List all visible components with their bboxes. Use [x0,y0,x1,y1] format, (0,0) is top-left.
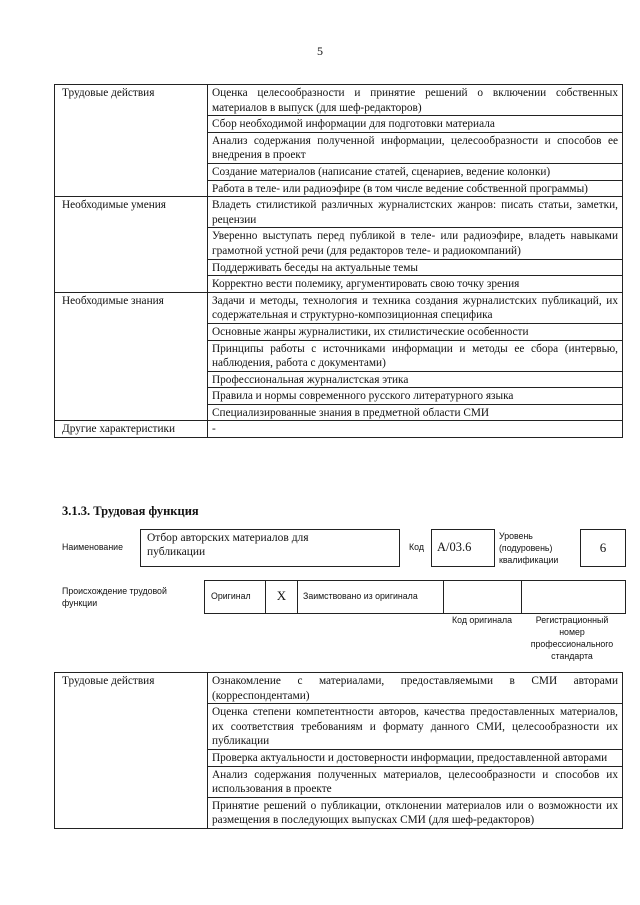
labor-actions-table [54,672,623,829]
table-cell: Корректно вести полемику, аргументировать свою точку зрения [208,276,623,293]
page-number: 5 [317,44,323,58]
table-cell: Поддерживать беседы на актуальные темы [208,259,623,276]
row-label-other-characteristics: Другие характеристики [55,421,208,438]
name-value: Отбор авторских материалов для публикации [147,532,309,558]
borrowed-label: Заимствовано из оригинала [303,591,418,601]
level-value: 6 [599,540,607,555]
code-value: A/03.6 [437,540,472,554]
table-cell: Оценка целесообразности и принятие решений о включении собственных материалов в выпуск (для шеф-редакторов) [208,85,623,116]
table-row [55,85,623,116]
table-cell: Анализ содержания полученных материалов, целесообразности и способов их использования в проекте [208,766,623,797]
table-cell: Уверенно выступать перед публикой в теле- или радиоэфире, владеть навыками грамотной устной речи (для редакторов теле- и радиокомпаний) [208,228,623,259]
table-cell: Сбор необходимой информации для подготовки материала [208,116,623,133]
original-label: Оригинал [211,591,251,601]
table-cell: Задачи и методы, технология и техника создания журналистских публикаций, их содержательная и структурно-композиционная специфика [208,292,623,323]
table-cell: Владеть стилистикой различных журналистских жанров: писать статьи, заметки, рецензии [208,197,623,228]
table-cell: Работа в теле- или радиоэфире (в том числе ведение собственной программы) [208,180,623,197]
table-cell: Ознакомление с материалами, предоставляемыми в СМИ авторами (корреспондентами) [208,673,623,704]
code-label: Код [409,542,424,552]
table-row [55,421,623,438]
table-cell: Принятие решений о публикации, отклонении материалов или о возможности их размещения в последующих выпусках СМИ (для шеф-редакторов) [208,797,623,828]
row-label-labor-actions: Трудовые действия [55,85,208,197]
table-cell: Анализ содержания полученной информации, целесообразности и способов ее внедрения в проект [208,132,623,163]
table-row [55,673,623,704]
table-cell: Основные жанры журналистики, их стилистические особенности [208,323,623,340]
table-cell: Профессиональная журналистская этика [208,371,623,388]
table-cell: Создание материалов (написание статей, сценариев, ведение колонки) [208,163,623,180]
name-value-box [140,529,400,567]
row-label-required-skills: Необходимые умения [55,197,208,293]
table-cell: Оценка степени компетентности авторов, качества предоставленных материалов, их соответствия требованиям и формату данного СМИ, целесообразности их публикации [208,704,623,750]
section-title: 3.1.3. Трудовая функция [62,504,199,518]
code-value-box [431,529,495,567]
table-cell: - [208,421,623,438]
table-row [55,292,623,323]
row-label-labor-actions: Трудовые действия [55,673,208,829]
code-original-label: Код оригинала [452,615,512,625]
origin-box [204,580,626,614]
level-value-box [580,529,626,567]
name-label: Наименование [62,542,123,552]
table-cell: Принципы работы с источниками информации и методы ее сбора (интервью, наблюдения, работа с документами) [208,340,623,371]
level-label: Уровень (подуровень) квалификации [499,531,559,565]
competency-table [54,84,623,438]
table-cell: Правила и нормы современного русского литературного языка [208,388,623,405]
original-mark: X [276,588,287,603]
origin-label: Происхождение трудовой функции [62,586,167,608]
table-cell: Специализированные знания в предметной области СМИ [208,404,623,421]
reg-number-label: Регистрационный номер профессионального стандарта [530,615,614,661]
table-row [55,197,623,228]
table-cell: Проверка актуальности и достоверности информации, предоставленной авторами [208,749,623,766]
row-label-required-knowledge: Необходимые знания [55,292,208,421]
